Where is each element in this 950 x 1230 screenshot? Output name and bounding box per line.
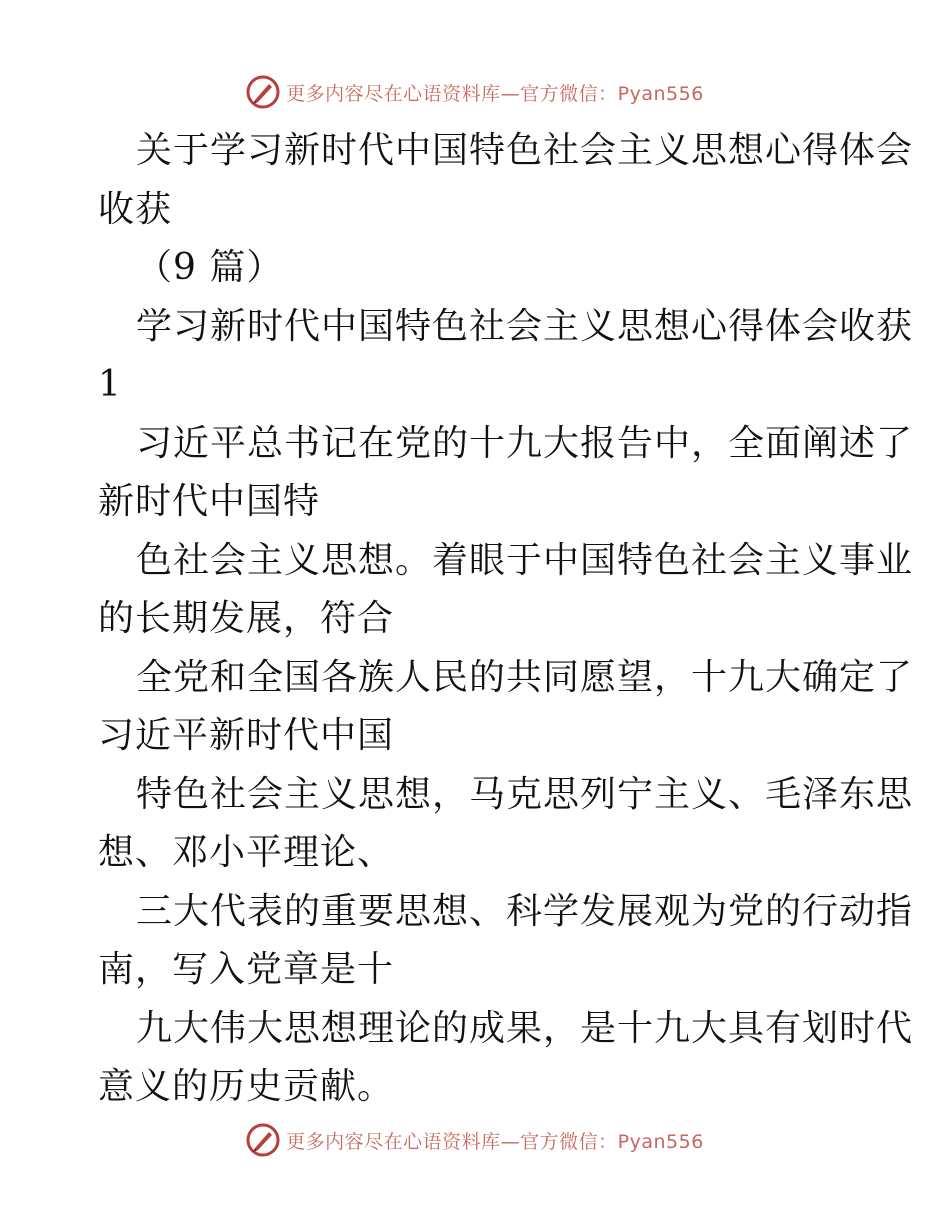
section-heading-line-1: 学习新时代中国特色社会主义思想心得体会收获 [136,305,914,347]
paragraph-line: 九大伟大思想理论的成果，是十九大具有划时代 [136,1007,914,1049]
paragraph-line: 南，写入党章是十 [98,949,395,990]
pen-circle-logo-icon [246,75,280,109]
document-body [98,122,914,1117]
watermark-text: 更多内容尽在心语资料库—官方微信：Pyan556 [286,1130,704,1153]
paragraph-line: 意义的历史贡献。 [98,1066,395,1107]
title-line-2: 收获 [98,188,173,230]
watermark-group [246,75,704,109]
paragraph-line: 色社会主义思想。着眼于中国特色社会主义事业 [136,539,914,581]
subtitle-count: （9 篇） [136,247,284,288]
title-line-1: 关于学习新时代中国特色社会主义思想心得体会 [136,130,914,171]
paragraph-line: 特色社会主义思想，马克思列宁主义、毛泽东思 [136,773,914,815]
section-heading-line-2: 1 [98,364,122,405]
paragraph-line: 习近平总书记在党的十九大报告中，全面阐述了 [136,422,914,464]
watermark-text: 更多内容尽在心语资料库—官方微信：Pyan556 [286,82,704,105]
pen-circle-logo-icon [246,1123,280,1157]
header-watermark [0,72,950,112]
paragraph-line: 新时代中国特 [98,481,321,522]
paragraph-line: 全党和全国各族人民的共同愿望，十九大确定了 [136,656,914,698]
paragraph-line: 三大代表的重要思想、科学发展观为党的行动指 [136,890,914,932]
paragraph-line: 的长期发展，符合 [98,598,395,639]
footer-watermark [0,1120,950,1160]
watermark-group [246,1123,704,1157]
paragraph-line: 习近平新时代中国 [98,715,395,756]
paragraph-line: 想、邓小平理论、 [98,832,395,873]
